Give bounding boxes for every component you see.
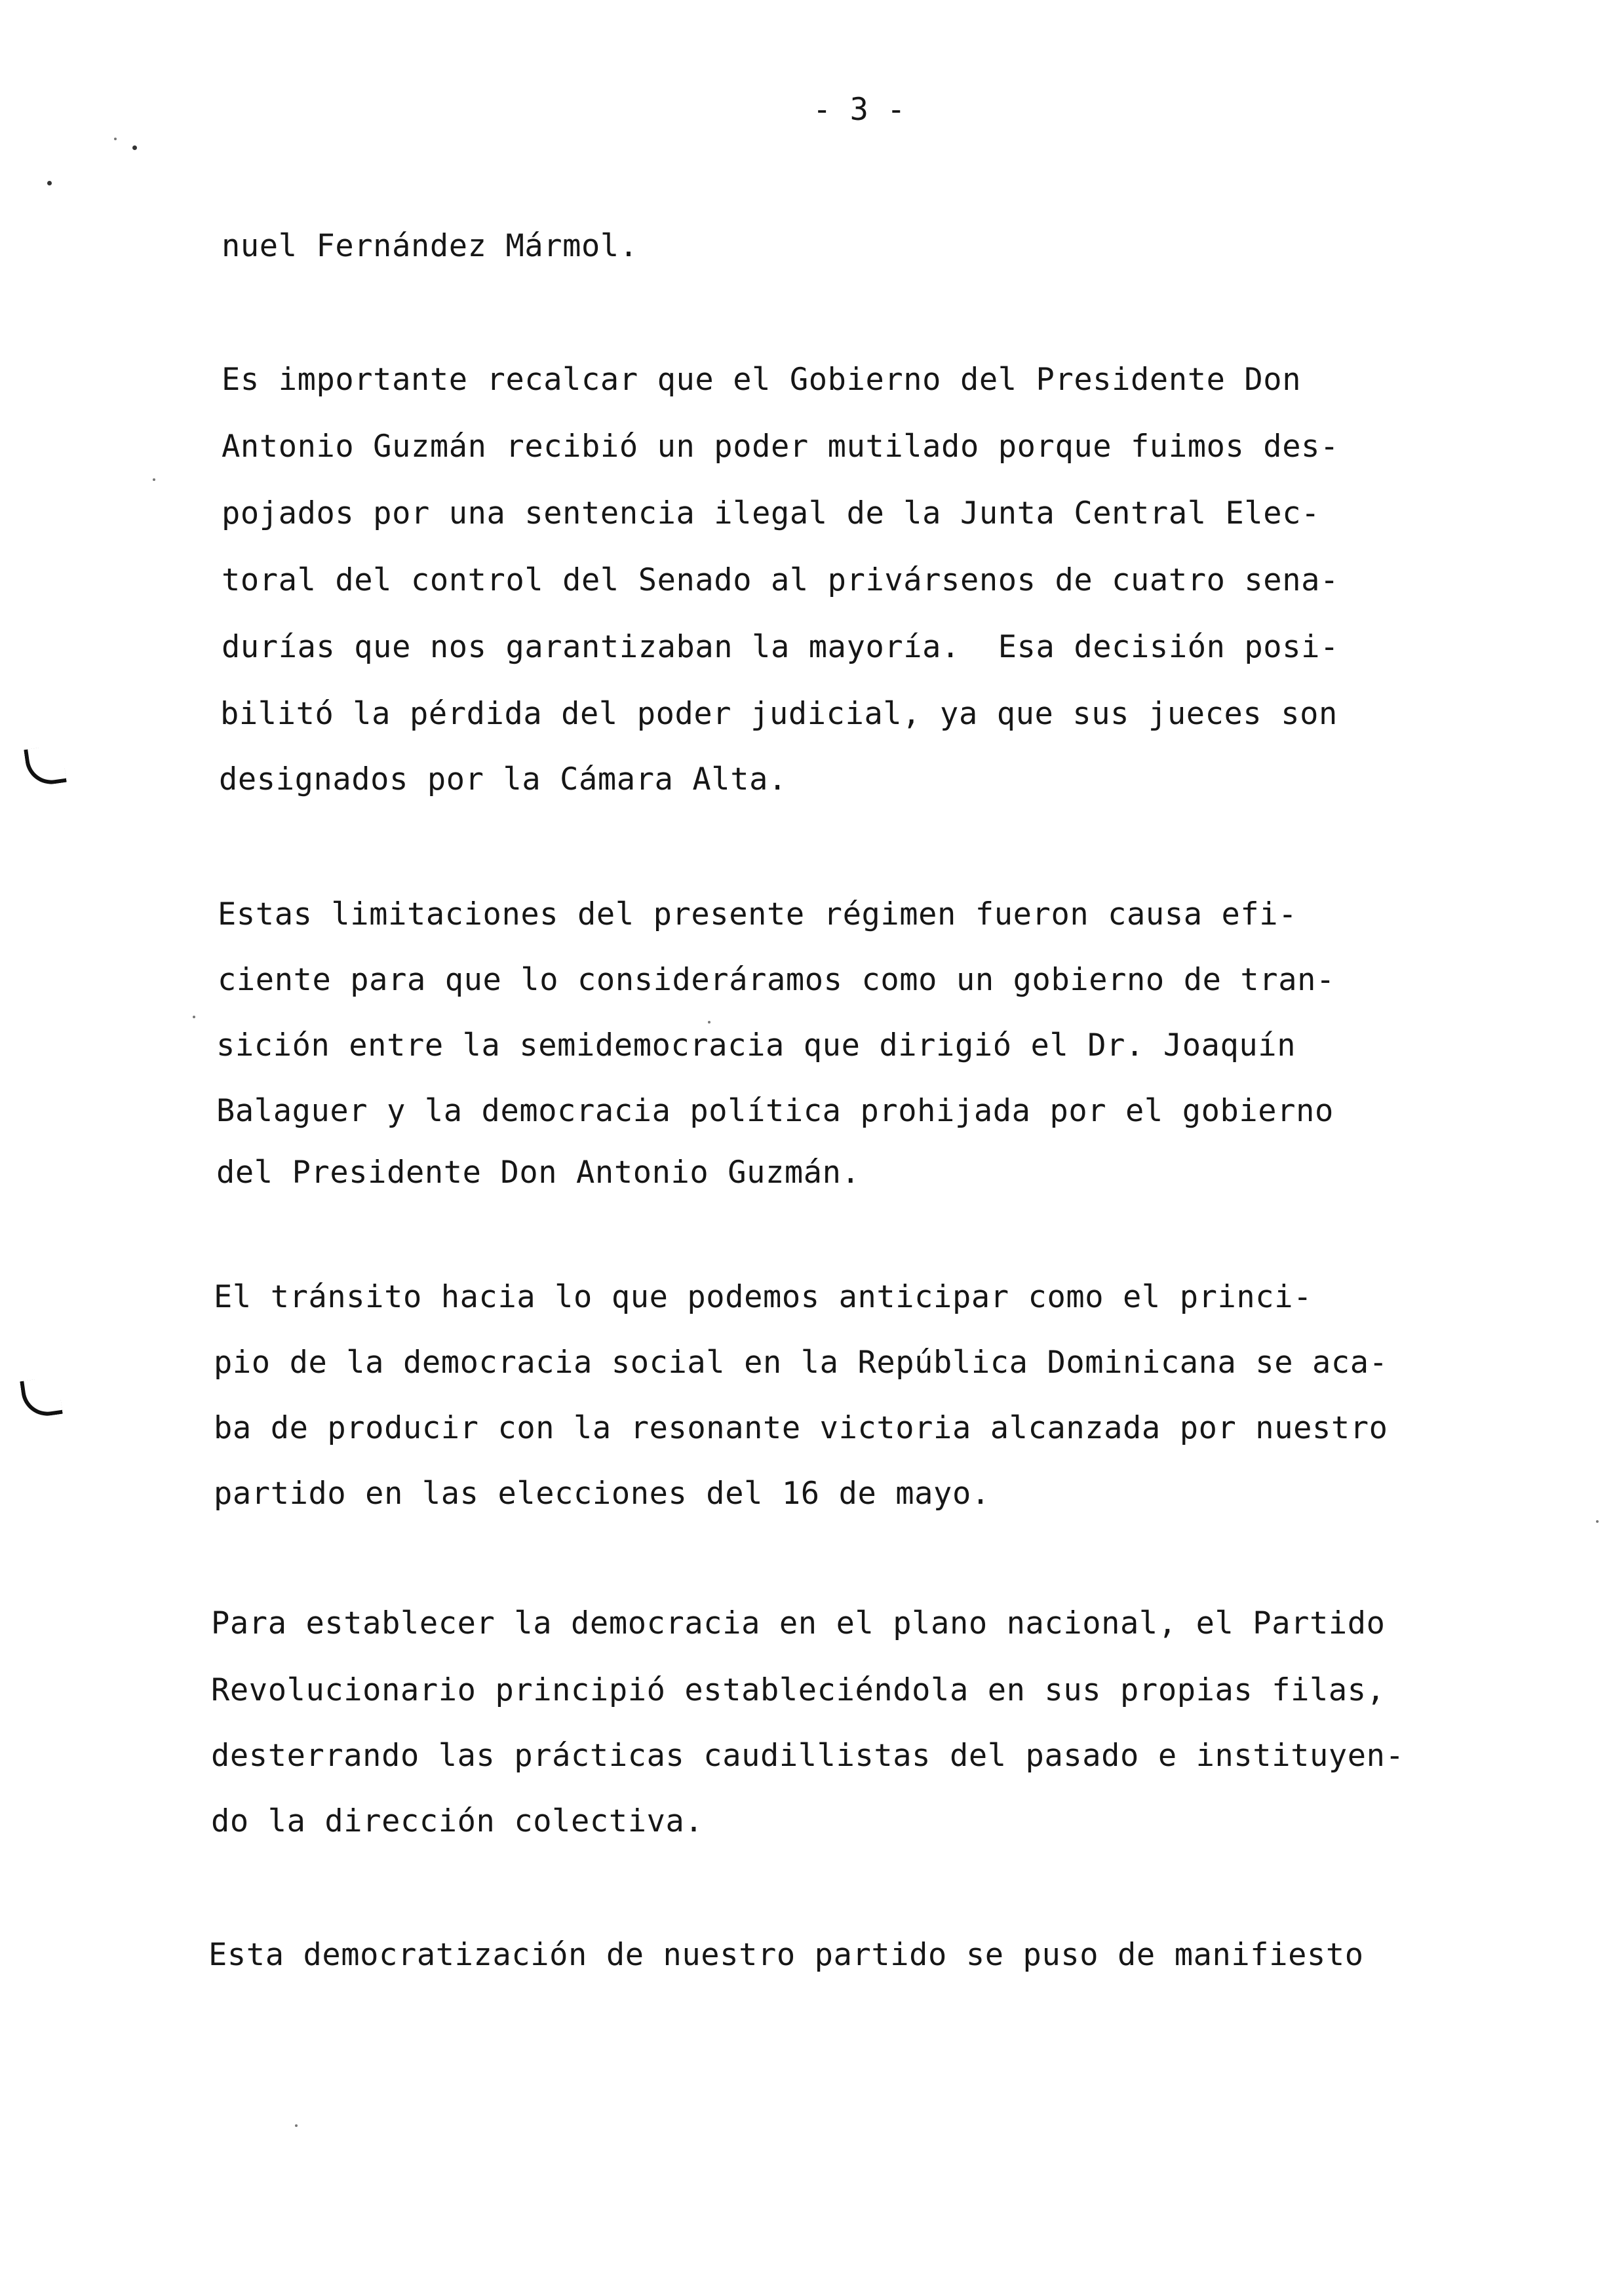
punch-hole-mark — [20, 1376, 63, 1419]
text-line: El tránsito hacia lo que podemos anticipar como el princi- — [214, 1279, 1312, 1315]
scan-speck — [47, 181, 52, 185]
scan-speck — [295, 2124, 298, 2127]
text-line: do la dirección colectiva. — [211, 1803, 704, 1839]
text-line: desterrando las prácticas caudillistas del pasado e instituyen- — [211, 1738, 1405, 1774]
scan-speck — [153, 478, 155, 481]
text-line: Para establecer la democracia en el plano nacional, el Partido — [211, 1605, 1386, 1641]
text-line: designados por la Cámara Alta. — [219, 761, 787, 797]
scan-speck — [114, 138, 117, 140]
scan-speck — [132, 145, 137, 150]
text-line: bilitó la pérdida del poder judicial, ya que sus jueces son — [220, 696, 1338, 732]
scan-speck — [708, 1021, 710, 1024]
text-line: toral del control del Senado al privársenos de cuatro sena- — [222, 562, 1339, 598]
scan-speck — [1596, 1520, 1599, 1523]
punch-hole-mark — [24, 744, 67, 788]
text-line: pojados por una sentencia ilegal de la Junta Central Elec- — [222, 495, 1320, 531]
text-line: Revolucionario principió estableciéndola en sus propias filas, — [211, 1672, 1386, 1708]
text-line: Antonio Guzmán recibió un poder mutilado porque fuimos des- — [222, 429, 1339, 465]
text-line: Balaguer y la democracia política prohijada por el gobierno — [216, 1093, 1334, 1129]
text-line: pio de la democracia social en la República Dominicana se aca- — [214, 1345, 1388, 1381]
text-line: ciente para que lo consideráramos como un gobierno de tran- — [218, 962, 1335, 998]
text-line: Estas limitaciones del presente régimen fueron causa efi- — [218, 896, 1298, 932]
text-line: Esta democratización de nuestro partido se puso de manifiesto — [208, 1937, 1364, 1973]
text-line: del Presidente Don Antonio Guzmán. — [216, 1155, 861, 1191]
text-line: ba de producir con la resonante victoria alcanzada por nuestro — [214, 1410, 1388, 1446]
text-line: nuel Fernández Mármol. — [222, 228, 638, 264]
text-line: Es importante recalcar que el Gobierno del Presidente Don — [222, 362, 1302, 398]
text-line: partido en las elecciones del 16 de mayo. — [214, 1476, 990, 1512]
page-number: - 3 - — [813, 92, 906, 128]
scan-speck — [193, 1016, 195, 1018]
text-line: durías que nos garantizaban la mayoría. Esa decisión posi- — [222, 629, 1339, 665]
text-line: sición entre la semidemocracia que dirigió el Dr. Joaquín — [216, 1027, 1296, 1063]
